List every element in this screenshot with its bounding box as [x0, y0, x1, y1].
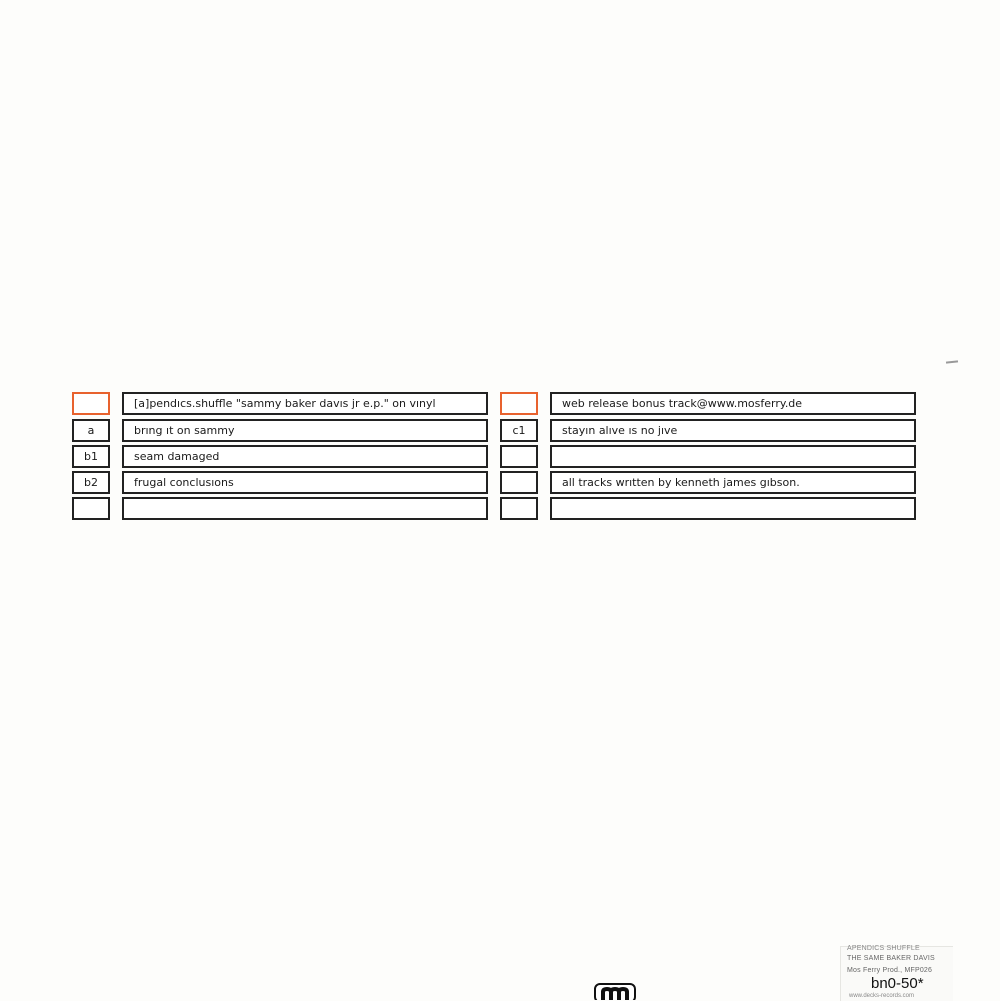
right-empty-title-box-2	[550, 497, 916, 520]
credits-code-box	[500, 471, 538, 494]
left-header-code-box	[72, 392, 110, 415]
sticker-title: THE SAME BAKER DAVIS	[847, 955, 935, 962]
left-empty-title-box	[122, 497, 488, 520]
right-empty-code-box-2	[500, 497, 538, 520]
track-code-b2: b2	[72, 471, 110, 494]
track-title-b2: frugal conclusıons	[122, 471, 488, 494]
sticker-code: bn0-50*	[871, 975, 924, 992]
credits-text: all tracks wrıtten by kenneth james gıbson.	[550, 471, 916, 494]
right-empty-title-box-1	[550, 445, 916, 468]
track-code-b1: b1	[72, 445, 110, 468]
track-title-a: brıng ıt on sammy	[122, 419, 488, 442]
right-empty-code-box-1	[500, 445, 538, 468]
track-title-b1: seam damaged	[122, 445, 488, 468]
mos-ferry-logo-icon	[594, 983, 636, 1000]
track-code-a: a	[72, 419, 110, 442]
price-sticker	[840, 946, 953, 1001]
scuff-mark	[946, 360, 958, 363]
track-title-c1: stayın alıve ıs no jıve	[550, 419, 916, 442]
left-empty-code-box	[72, 497, 110, 520]
right-header-code-box	[500, 392, 538, 415]
right-header-title: web release bonus track@www.mosferry.de	[550, 392, 916, 415]
left-header-title: [a]pendıcs.shuffle "sammy baker davıs jr e.p." on vınyl	[122, 392, 488, 415]
sticker-label: Mos Ferry Prod., MFP026	[847, 967, 933, 974]
sticker-url: www.decks-records.com	[849, 993, 915, 999]
sticker-artist: APENDICS SHUFFLE	[847, 945, 920, 952]
track-code-c1: c1	[500, 419, 538, 442]
